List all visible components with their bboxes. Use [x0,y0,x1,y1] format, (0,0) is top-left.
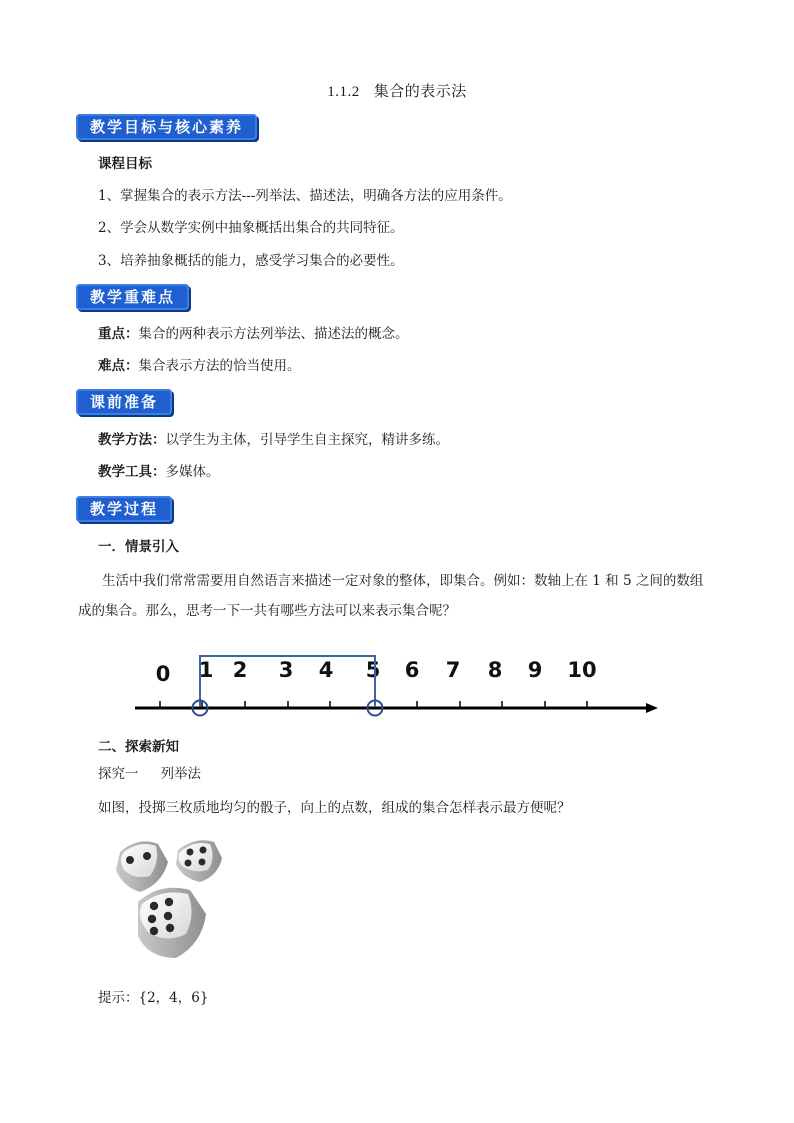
number-line-label: 9 [527,658,543,682]
teaching-tool-line [98,462,220,482]
section-badge-process: 教学过程 [76,496,172,522]
die-pip [166,924,174,932]
title-number: 1.1.2 [327,84,360,100]
number-line-label: 4 [318,658,334,682]
section-badge-key-points: 教学重难点 [76,284,189,310]
explore1-label: 探究一 [98,766,139,782]
hint-label: 提示： [98,990,139,1006]
teaching-method-line [98,430,449,450]
die-six [138,888,206,958]
dice-question: 如图，投掷三枚质地均匀的骰子，向上的点数，组成的集合怎样表示最方便呢？ [98,800,571,816]
die-pip [165,898,173,906]
die-pip [143,852,151,860]
difficult-point-label: 难点： [98,358,139,374]
explore1-title [98,764,201,784]
difficult-point-line [98,356,301,376]
hint-value: {2，4，6} [138,990,209,1006]
section-badge-goals: 教学目标与核心素养 [76,114,257,140]
dice-illustration [110,832,240,967]
key-point-text: 集合的两种表示方法列举法、描述法的概念。 [138,326,409,342]
teaching-method-label: 教学方法： [98,432,166,448]
number-line-label: 10 [567,658,597,682]
teaching-method-text: 以学生为主体，引导学生自主探究，精讲多练。 [165,432,449,448]
number-line-arrow [646,703,658,713]
die-pip [199,859,206,866]
teaching-tool-text: 多媒体。 [165,464,220,480]
intro-paragraph [78,566,718,626]
explore1-name: 列举法 [160,766,201,782]
page-title [0,80,794,101]
die-pip [187,849,194,856]
number-line-label: 2 [232,658,248,682]
goal-item-1: 1、掌握集合的表示方法---列举法、描述法，明确各方法的应用条件。 [98,188,512,204]
part1-heading: 一．情景引入 [98,539,179,555]
die-pip [148,915,156,923]
number-line-figure [130,645,670,725]
die-four [176,840,222,882]
section-badge-preparation: 课前准备 [76,389,172,415]
number-line-label: 5 [365,658,381,682]
key-point-label: 重点： [98,326,139,342]
difficult-point-text: 集合表示方法的恰当使用。 [138,358,301,374]
key-point-line [98,324,409,344]
number-line-labels [156,658,597,686]
die-pip [150,927,158,935]
die-pip [150,902,158,910]
number-line-label: 8 [487,658,503,682]
intro-line-1: 生活中我们常常需要用自然语言来描述一定对象的整体，即集合。例如：数轴上在 1 和 5 之间的数组 [102,573,704,589]
number-line-label: 7 [445,658,461,682]
part2-heading: 二、探索新知 [98,739,179,755]
title-text: 集合的表示法 [373,82,467,100]
die-pip [164,912,172,920]
teaching-tool-label: 教学工具： [98,464,166,480]
hint-line [98,988,208,1008]
die-pip [185,860,192,867]
number-line-label: 1 [198,658,214,682]
course-goals-heading: 课程目标 [98,156,152,172]
die-pip [200,847,207,854]
number-line-label: 3 [278,658,294,682]
die-pip [126,856,134,864]
number-line-label: 6 [404,658,420,682]
die-two [116,841,168,892]
goal-item-3: 3、培养抽象概括的能力，感受学习集合的必要性。 [98,253,404,269]
number-line-label: 0 [155,662,171,686]
intro-line-2: 成的集合。那么，思考一下一共有哪些方法可以来表示集合呢？ [78,603,456,619]
goal-item-2: 2、学会从数学实例中抽象概括出集合的共同特征。 [98,220,404,236]
